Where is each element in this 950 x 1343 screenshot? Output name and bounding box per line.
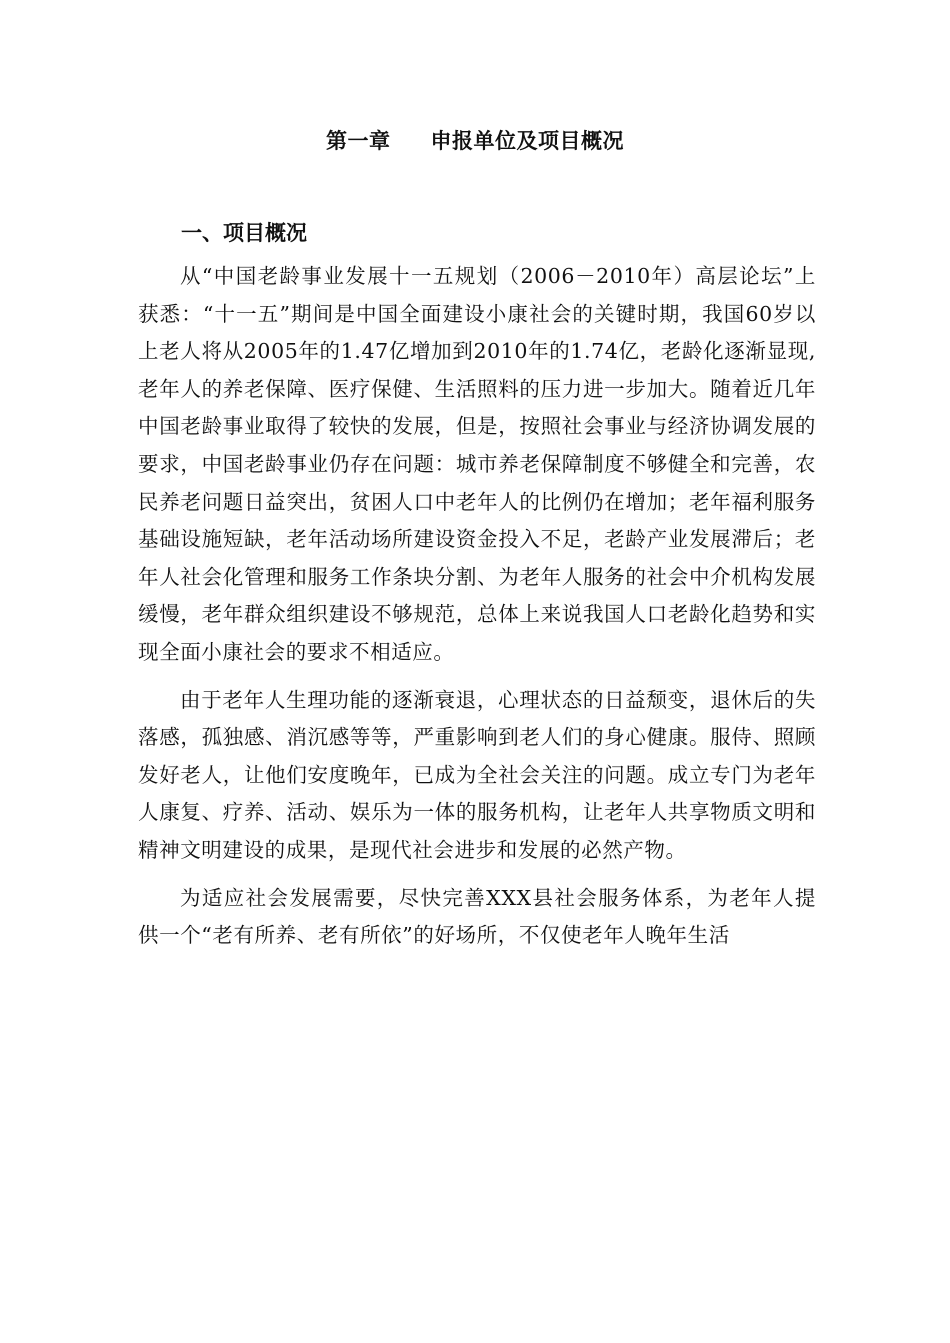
paragraph-2: 由于老年人生理功能的逐渐衰退，心理状态的日益颓变，退休后的失落感，孤独感、消沉感等等，严重影响到老人们的身心健康。服侍、照顾发好老人，让他们安度晚年，已成为全社会关注的问题。成立专门为老年人康复、疗养、活动、娱乐为一体的服务机构，让老年人共享物质文明和精神文明建设的成果，是现代社会进步和发展的必然产物。 [138,687,816,862]
chapter-title-text: 申报单位及项目概况 [430,129,624,153]
chapter-title [0,126,950,156]
section-heading: 一、项目概况 [181,221,307,245]
chapter-number: 第一章 [326,129,391,153]
paragraph-3: 为适应社会发展需要，尽快完善XXX县社会服务体系，为老年人提供一个“老有所养、老有所依”的好场所，不仅使老年人晚年生活 [138,885,816,948]
body-text [138,258,816,965]
paragraph-1: 从“中国老龄事业发展十一五规划（2006－2010年）高层论坛”上获悉：“十一五”期间是中国全面建设小康社会的关键时期，我国60岁以上老人将从2005年的1.47亿增加到2010年的1.74亿，老龄化逐渐显现,老年人的养老保障、医疗保健、生活照料的压力进一步加大。随着近几年中国老龄事业取得了较快的发展，但是，按照社会事业与经济协调发展的要求，中国老龄事业仍存在问题：城市养老保障制度不够健全和完善，农民养老问题日益突出，贫困人口中老年人的比例仍在增加；老年福利服务基础设施短缺，老年活动场所建设资金投入不足，老龄产业发展滞后；老年人社会化管理和服务工作条块分割、为老年人服务的社会中介机构发展缓慢，老年群众组织建设不够规范，总体上来说我国人口老龄化趋势和实现全面小康社会的要求不相适应。 [138,264,817,664]
